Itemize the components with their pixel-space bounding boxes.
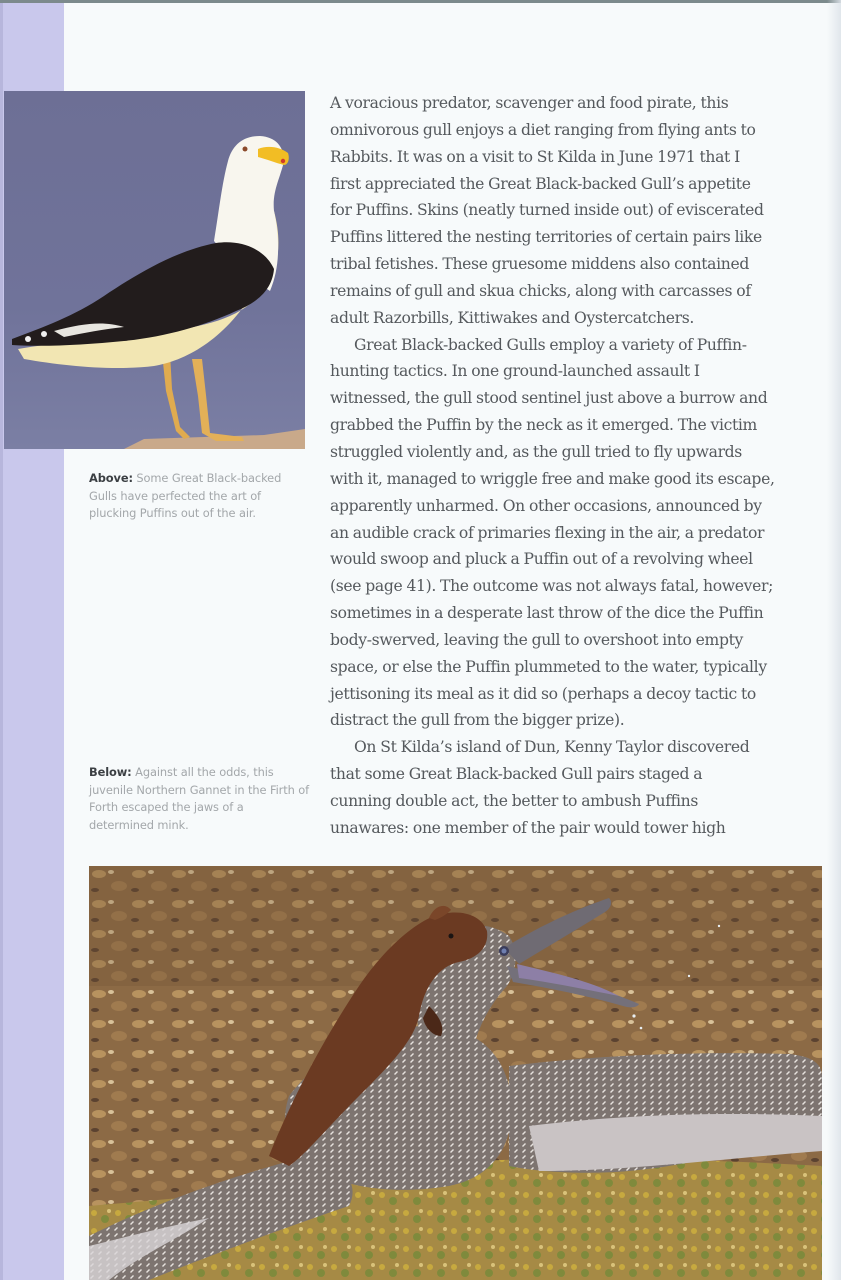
text-line: unawares: one member of the pair would tower high: [330, 818, 726, 837]
caption-above: [89, 470, 311, 523]
paragraph-3: [330, 734, 830, 841]
text-line: body-swerved, leaving the gull to overshoot into empty: [330, 630, 743, 649]
text-line: Puffins littered the nesting territories of certain pairs like: [330, 228, 762, 247]
caption-below-text: Against all the odds, this juvenile Northern Gannet in the Firth of Forth escaped the jaws of a determined mink.: [89, 765, 310, 832]
text-line: distract the gull from the bigger prize).: [330, 711, 625, 730]
text-line: tribal fetishes. These gruesome middens also contained: [330, 255, 749, 274]
text-line: A voracious predator, scavenger and food pirate, this: [330, 94, 729, 112]
text-line: omnivorous gull enjoys a diet ranging from flying ants to: [330, 120, 756, 139]
page-top-edge: [0, 0, 841, 3]
text-line: On St Kilda’s island of Dun, Kenny Taylor discovered: [354, 738, 750, 757]
text-line: struggled violently and, as the gull tried to fly upwards: [330, 442, 742, 461]
text-line: cunning double act, the better to ambush Puffins: [330, 791, 699, 810]
text-line: hunting tactics. In one ground-launched assault I: [330, 362, 700, 381]
text-line: (see page 41). The outcome was not always fatal, however;: [330, 577, 773, 596]
text-line: adult Razorbills, Kittiwakes and Oystercatchers.: [330, 308, 695, 327]
paragraph-2: [330, 332, 830, 735]
gannet-mink-photo: [89, 866, 822, 1280]
text-line: first appreciated the Great Black-backed Gull’s appetite: [330, 174, 751, 193]
text-line: for Puffins. Skins (neatly turned inside out) of eviscerated: [330, 201, 764, 220]
text-line: Great Black-backed Gulls employ a variety of Puffin-: [354, 335, 747, 354]
text-line: Rabbits. It was on a visit to St Kilda in June 1971 that I: [330, 147, 740, 166]
text-line: an audible crack of primaries flexing in the air, a predator: [330, 523, 765, 542]
caption-above-text: Some Great Black-backed Gulls have perfected the art of plucking Puffins out of the air.: [89, 471, 282, 520]
text-line: space, or else the Puffin plummeted to the water, typically: [330, 657, 767, 676]
text-line: would swoop and pluck a Puffin out of a revolving wheel: [330, 550, 753, 569]
text-line: witnessed, the gull stood sentinel just above a burrow and: [330, 389, 768, 408]
gannet-mink-illustration-icon: [89, 866, 822, 1280]
accent-strip-edge: [0, 3, 3, 1280]
text-line: with it, managed to wriggle free and make good its escape,: [330, 469, 775, 488]
caption-below-lead: Below:: [89, 765, 132, 779]
paragraph-1: [330, 90, 830, 332]
caption-above-lead: Above:: [89, 471, 133, 485]
text-line: grabbed the Puffin by the neck as it emerged. The victim: [330, 416, 757, 435]
text-line: remains of gull and skua chicks, along with carcasses of: [330, 281, 751, 300]
body-text: [330, 90, 830, 842]
text-line: jettisoning its meal as it did so (perhaps a decoy tactic to: [330, 684, 756, 703]
text-line: sometimes in a desperate last throw of the dice the Puffin: [330, 604, 764, 623]
gull-photo: [4, 91, 305, 449]
gull-illustration-icon: [4, 91, 305, 449]
caption-below: [89, 764, 311, 834]
text-line: that some Great Black-backed Gull pairs staged a: [330, 765, 703, 784]
text-line: apparently unharmed. On other occasions, announced by: [330, 496, 762, 515]
